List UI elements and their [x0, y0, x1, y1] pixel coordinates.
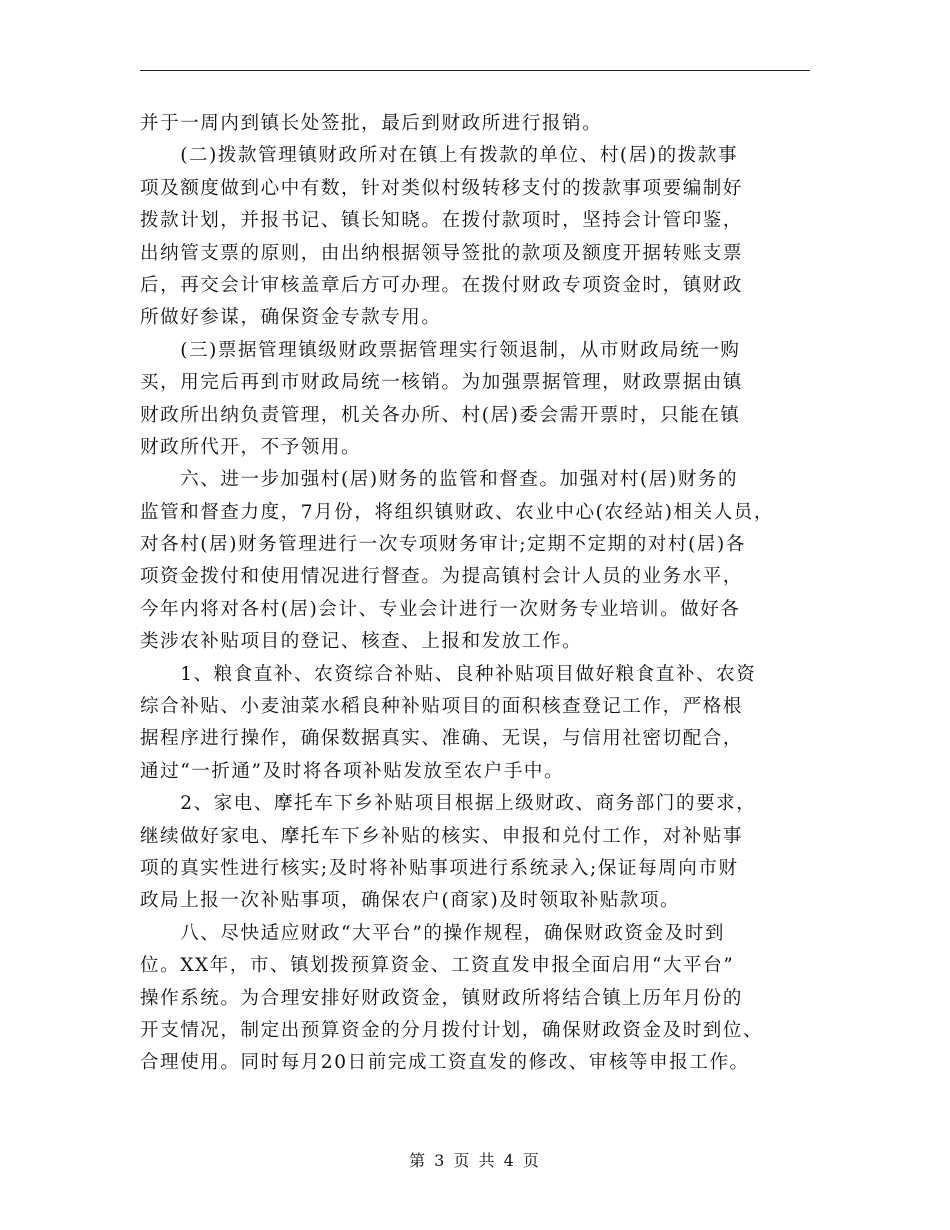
text-line: 继续做好家电、摩托车下乡补贴的核实、申报和兑付工作，对补贴事: [140, 825, 744, 847]
text-line: 八、尽快适应财政“大平台”的操作规程，确保财政资金及时到: [140, 922, 725, 944]
text-line: 并于一周内到镇长处签批，最后到财政所进行报销。: [140, 113, 603, 134]
body-text: [140, 108, 812, 1080]
text-line: 开支情况，制定出预算资金的分月拨付计划，确保财政资金及时到位、: [140, 1019, 764, 1041]
header-rule: [140, 70, 810, 71]
text-line: 操作系统。为合理安排好财政资金，镇财政所将结合镇上历年月份的: [140, 987, 744, 1009]
text-line: 对各村(居)财务管理进行一次专项财务审计;定期不定期的对村(居)各: [140, 534, 746, 556]
text-line: 财政所出纳负责管理，机关各办所、村(居)委会需开票时，只能在镇: [140, 404, 741, 426]
text-line: (二)拨款管理镇财政所对在镇上有拨款的单位、村(居)的拨款事: [140, 145, 739, 167]
text-line: 财政所代开，不予领用。: [140, 436, 362, 458]
text-line: 项资金拨付和使用情况进行督查。为提高镇村会计人员的业务水平，: [140, 566, 744, 588]
text-line: 买，用完后再到市财政局统一核销。为加强票据管理，财政票据由镇: [140, 372, 744, 394]
text-line: 出纳管支票的原则，由出纳根据领导签批的款项及额度开据转账支票: [140, 242, 744, 264]
text-line: 综合补贴、小麦油菜水稻良种补贴项目的面积核查登记工作，严格根: [140, 696, 744, 718]
text-line: 六、进一步加强村(居)财务的监管和督查。加强对村(居)财务的: [140, 469, 739, 491]
text-line: 据程序进行操作，确保数据真实、准确、无误，与信用社密切配合，: [140, 728, 744, 750]
text-line: 合理使用。同时每月20日前完成工资直发的修改、审核等申报工作。: [140, 1052, 750, 1074]
text-line: 政局上报一次补贴事项，确保农户(商家)及时领取补贴款项。: [140, 890, 681, 912]
text-line: 2、家电、摩托车下乡补贴项目根据上级财政、商务部门的要求，: [140, 793, 757, 815]
text-line: 1、粮食直补、农资综合补贴、良种补贴项目做好粮食直补、农资: [140, 663, 757, 685]
text-line: 通过“一折通”及时将各项补贴发放至农户手中。: [140, 760, 565, 782]
text-line: (三)票据管理镇级财政票据管理实行领退制，从市财政局统一购: [140, 339, 741, 361]
text-line: 项的真实性进行核实;及时将补贴事项进行系统录入;保证每周向市财: [140, 857, 739, 879]
text-line: 项及额度做到心中有数，针对类似村级转移支付的拨款事项要编制好: [140, 177, 744, 199]
text-line: 今年内将对各村(居)会计、专业会计进行一次财务专业培训。做好各: [140, 598, 741, 620]
text-line: 位。XX年，市、镇划拨预算资金、工资直发申报全面启用“大平台”: [140, 955, 735, 977]
text-line: 类涉农补贴项目的登记、核查、上报和发放工作。: [140, 631, 583, 653]
text-line: 监管和督查力度，7月份，将组织镇财政、农业中心(农经站)相关人员，: [140, 501, 775, 523]
text-line: 拨款计划，并报书记、镇长知晓。在拨付款项时，坚持会计管印鉴，: [140, 210, 744, 232]
text-line: 后，再交会计审核盖章后方可办理。在拨付财政专项资金时，镇财政: [140, 274, 744, 296]
text-line: 所做好参谋，确保资金专款专用。: [140, 307, 442, 329]
page-footer: 第 3 页 共 4 页: [409, 1151, 541, 1170]
